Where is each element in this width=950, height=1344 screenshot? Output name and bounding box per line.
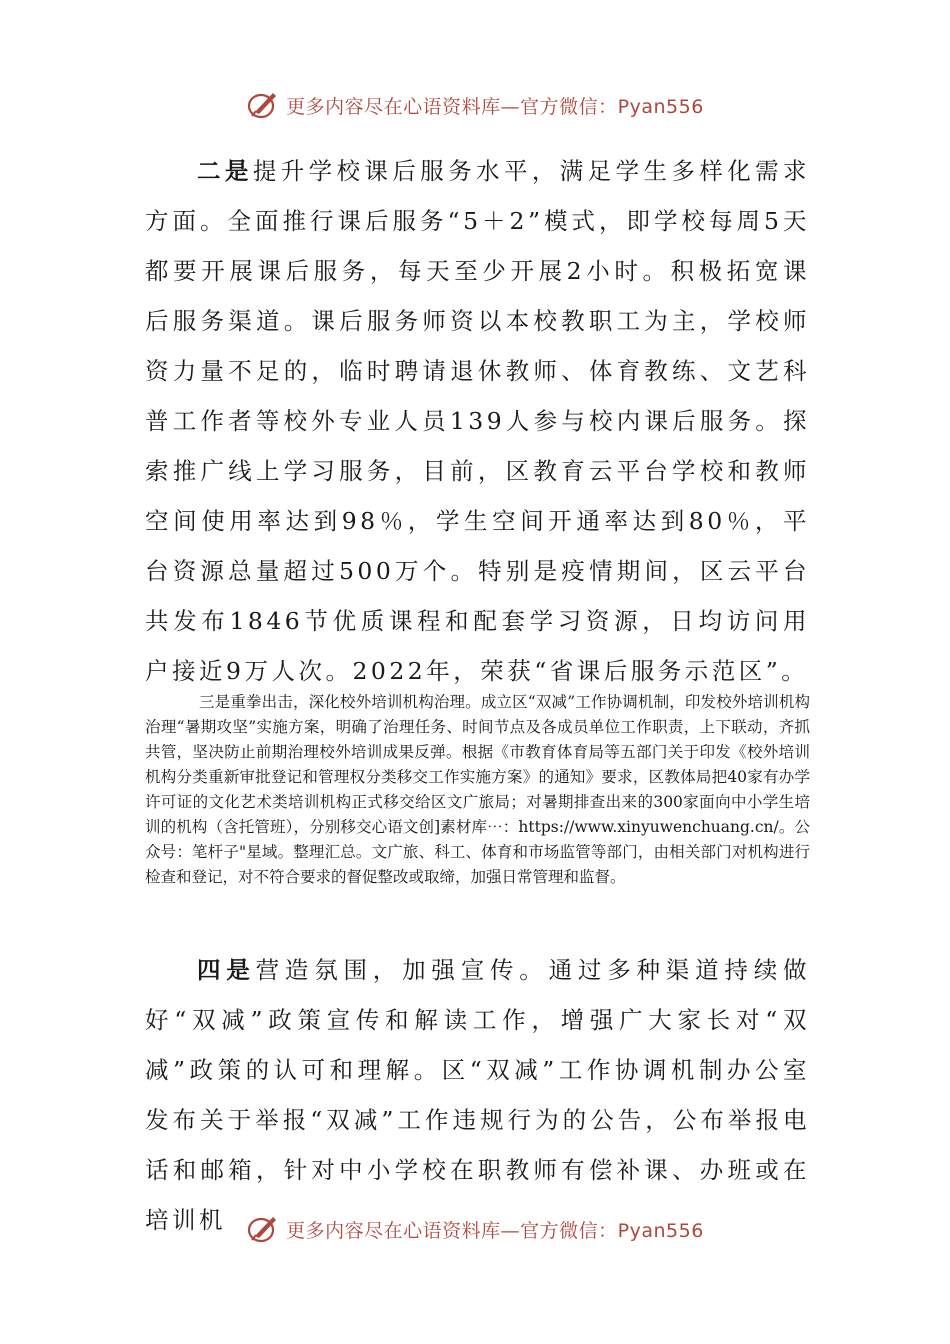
paragraph-lead: 四是 — [197, 956, 256, 984]
paragraph-publicity — [145, 945, 810, 1245]
header-banner — [0, 83, 950, 127]
paragraph-lead: 二是 — [197, 157, 253, 185]
paragraph-body: 营造氛围，加强宣传。通过多种渠道持续做好“双减”政策宣传和解读工作，增强广大家长对“双减”政策的认可和理解。区“双减”工作协调机制办公室发布关于举报“双减”工作违规行为的公告，公布举报电话和邮箱，针对中小学校在职教师有偿补课、办班或在培训机 — [145, 956, 811, 1234]
banner-text: 更多内容尽在心语资料库—官方微信：Pyan556 — [286, 95, 704, 118]
quill-logo-icon — [246, 88, 280, 122]
banner-text: 更多内容尽在心语资料库—官方微信：Pyan556 — [286, 1219, 704, 1242]
paragraph-training-governance: 三是重拳出击，深化校外培训机构治理。成立区“双减”工作协调机制，印发校外培训机构治理“暑期攻坚”实施方案，明确了治理任务、时间节点及各成员单位工作职责，上下联动，齐抓共管，坚决防止前期治理校外培训成果反弹。根据《市教育体育局等五部门关于印发《校外培训机构分类重新审批登记和管理权分类移交工作实施方案》的通知》要求，区教体局把40家有办学许可证的文化艺术类培训机构正式移交给区文广旅局；对暑期排查出来的300家面向中小学生培训的机构（含托管班），分别移交心语文创]素材库⋯：https://www.xinyuwenchuang.cn/。公众号：笔杆子"星域。整理汇总。文广旅、科工、体育和市场监管等部门，由相关部门对机构进行检查和登记，对不符合要求的督促整改或取缔，加强日常管理和监督。 — [145, 693, 810, 886]
quill-logo-icon — [246, 1212, 280, 1246]
paragraph-body: 提升学校课后服务水平，满足学生多样化需求方面。全面推行课后服务“5＋2”模式，即学校每周5天都要开展课后服务，每天至少开展2小时。积极拓宽课后服务渠道。课后服务师资以本校教职工为主，学校师资力量不足的，临时聘请退休教师、体育教练、文艺科普工作者等校外专业人员139人参与校内课后服务。探索推广线上学习服务，目前，区教育云平台学校和教师空间使用率达到98％，学生空间开通率达到80％，平台资源总量超过500万个。特别是疫情期间，区云平台共发布1846节优质课程和配套学习资源，日均访问用户接近9万人次。2022年，荣获“省课后服务示范区”。 — [145, 157, 811, 685]
banner-wechat-id: Pyan556 — [617, 1219, 704, 1242]
footer-banner — [0, 1207, 950, 1251]
banner-wechat-id: Pyan556 — [617, 95, 704, 118]
paragraph-after-school-services — [145, 146, 810, 696]
